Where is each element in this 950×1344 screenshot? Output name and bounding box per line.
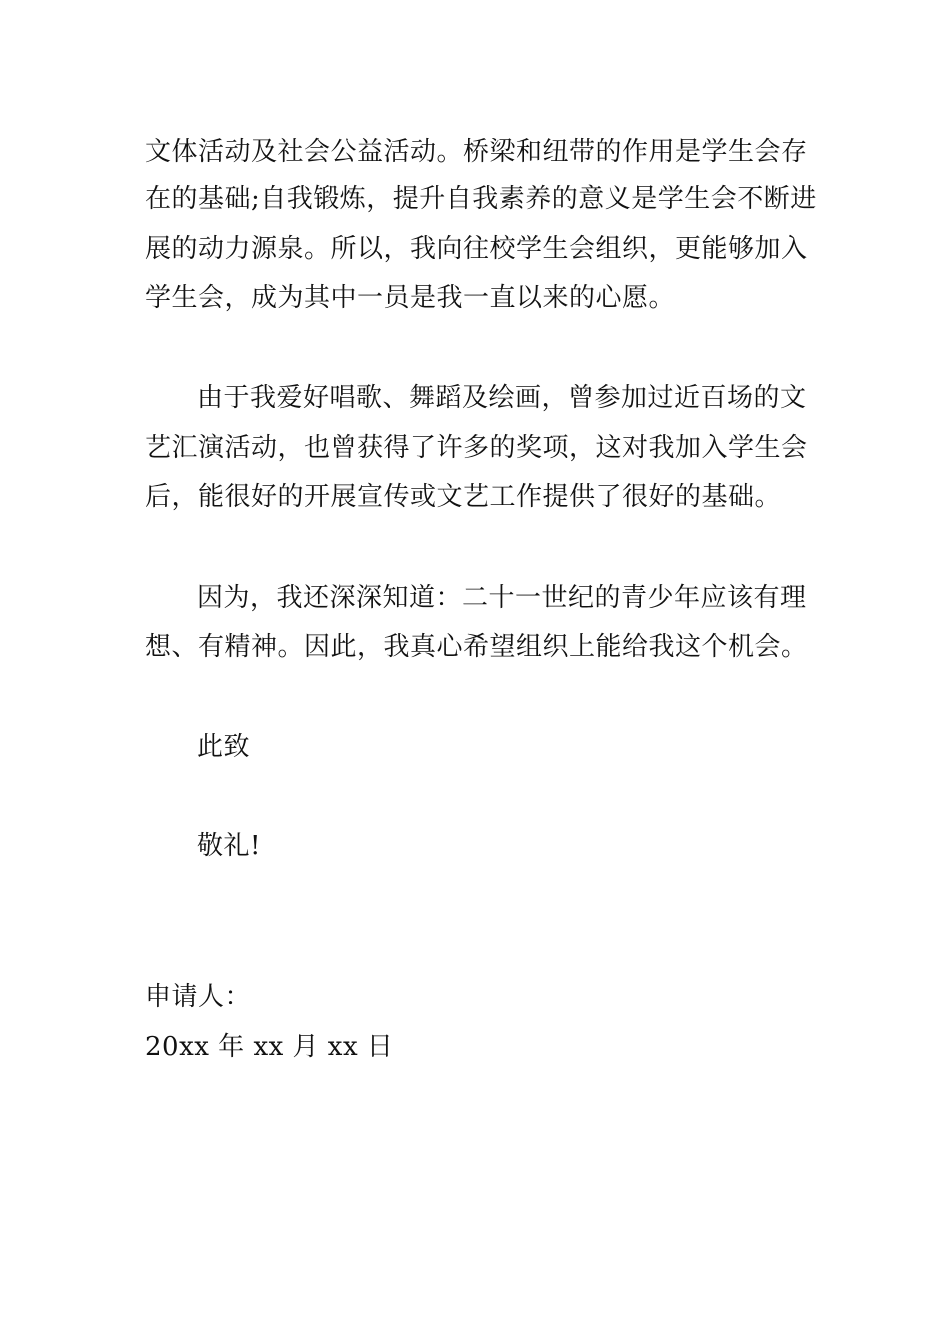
paragraph-line: 学生会，成为其中一员是我一直以来的心愿。 (145, 283, 676, 313)
closing-salutation: 此致 (197, 732, 251, 762)
signature-date: 20xx 年 xx 月 xx 日 (145, 1032, 394, 1062)
paragraph-line: 想、有精神。因此，我真心希望组织上能给我这个机会。 (145, 632, 808, 662)
paragraph-line: 后，能很好的开展宣传或文艺工作提供了很好的基础。 (145, 482, 782, 512)
paragraph-line: 文体活动及社会公益活动。桥梁和纽带的作用是学生会存 (145, 137, 808, 167)
paragraph-line: 在的基础;自我锻炼，提升自我素养的意义是学生会不断进 (145, 184, 817, 214)
closing-regards: 敬礼! (197, 831, 261, 861)
paragraph-line: 由于我爱好唱歌、舞蹈及绘画，曾参加过近百场的文 (197, 383, 807, 413)
applicant-label: 申请人： (145, 982, 252, 1012)
paragraph-line: 因为，我还深深知道：二十一世纪的青少年应该有理 (197, 583, 807, 613)
paragraph-line: 艺汇演活动，也曾获得了许多的奖项，这对我加入学生会 (145, 433, 808, 463)
paragraph-line: 展的动力源泉。所以，我向往校学生会组织，更能够加入 (145, 234, 808, 264)
